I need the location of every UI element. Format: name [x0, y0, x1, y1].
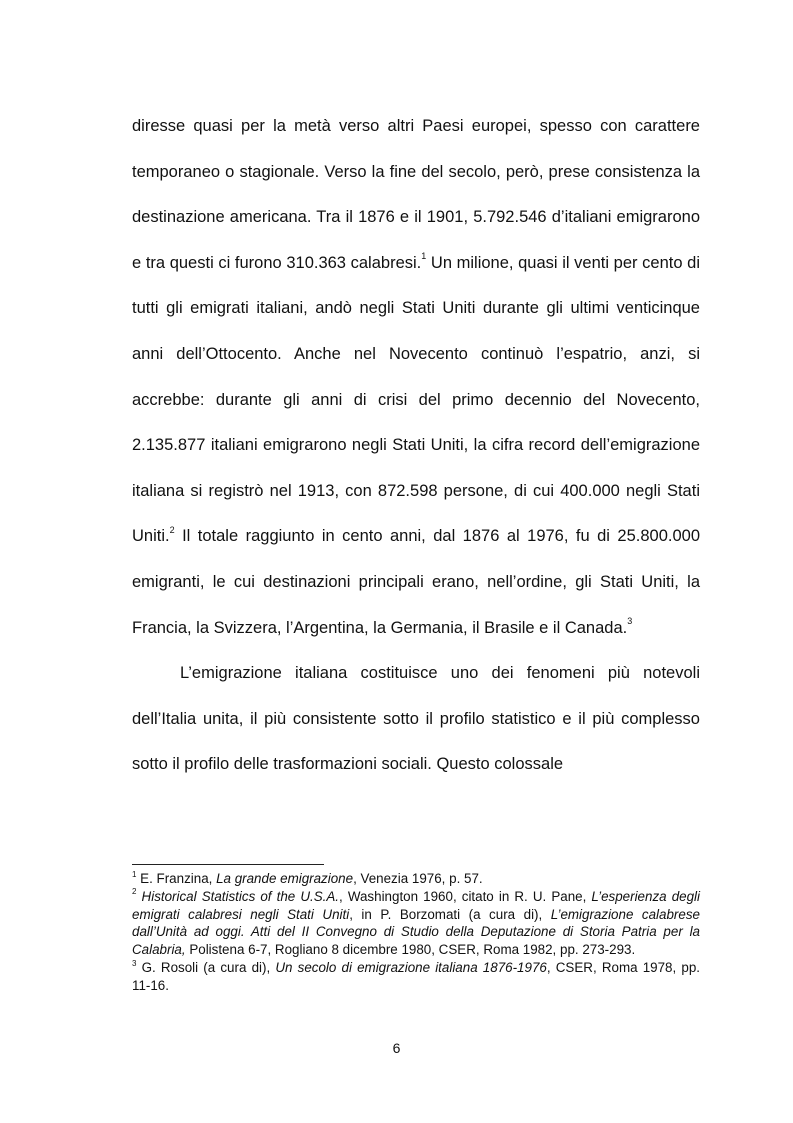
footnote-title: L’emigrazione calabrese dall’Unità ad oggi. Atti del II Convegno di Studio della Deputazione di Storia Patria per la Calabria,	[132, 906, 700, 958]
footnote-title: Historical Statistics of the U.S.A.	[141, 888, 340, 904]
footnote-text: , in P. Borzomati (a cura di),	[349, 906, 551, 922]
paragraph-1-part-3: Il totale raggiunto in cento anni, dal 1876 al 1976, fu di 25.800.000 emigranti, le cui destinazioni principali erano, nell’ordine, gli Stati Uniti, la Francia, la Svizzera, l’Argentina, la Germania, il Brasile e il Canada.	[132, 527, 700, 637]
footnote-title: Un secolo di emigrazione italiana 1876-1976	[275, 959, 547, 975]
footnote-2	[132, 888, 700, 959]
footnote-1	[132, 870, 700, 888]
footnote-ref-1[interactable]: 1	[421, 251, 427, 262]
paragraph-2: L’emigrazione italiana costituisce uno dei fenomeni più notevoli dell’Italia unita, il più consistente sotto il profilo statistico e il più complesso sotto il profilo delle trasformazioni sociali. Questo colossale	[132, 664, 700, 774]
footnote-text: , Venezia 1976, p. 57.	[353, 871, 483, 886]
page-number: 6	[392, 1040, 401, 1056]
paragraph-1-part-1: diresse quasi per la metà verso altri Paesi europei, spesso con carattere temporaneo o stagionale. Verso la fine del secolo, però, prese consistenza la destinazione americana. Tra il 1876 e il 1901, 5.792.546 d’italiani emigrarono e tra questi ci furono 310.363 calabresi.	[132, 117, 700, 272]
paragraph-1	[132, 104, 700, 651]
footnote-title: L’esperienza degli emigrati calabresi negli Stati Uniti	[132, 888, 700, 922]
footnotes	[132, 870, 700, 995]
footnote-title: La grande emigrazione	[216, 871, 354, 886]
footnote-separator	[132, 864, 324, 865]
footnote-ref-2[interactable]: 2	[169, 524, 175, 535]
footnote-text: , Washington 1960, citato in R. U. Pane,	[339, 888, 592, 904]
footnote-ref-3[interactable]: 3	[627, 616, 633, 627]
footnote-number: 2	[132, 887, 137, 897]
footnote-number: 1	[132, 869, 137, 879]
footnote-text: , CSER, Roma 1978, pp. 11-16.	[132, 959, 701, 993]
footnote-text: G. Rosoli (a cura di),	[136, 959, 276, 975]
paragraph-1-part-2: Un milione, quasi il venti per cento di tutti gli emigrati italiani, andò negli Stati Uniti durante gli ultimi venticinque anni dell’Ottocento. Anche nel Novecento continuò l’espatrio, anzi, si accrebbe: durante gli anni di crisi del primo decennio del Novecento, 2.135.877 italiani emigrarono negli Stati Uniti, la cifra record dell’emigrazione italiana si registrò nel 1913, con 872.598 persone, di cui 400.000 negli Stati Uniti.	[132, 253, 700, 546]
footnote-text: Polistena 6-7, Rogliano 8 dicembre 1980, CSER, Roma 1982, pp. 273-293.	[185, 942, 636, 958]
footnote-text: E. Franzina,	[136, 871, 217, 886]
footnote-number: 3	[132, 958, 137, 968]
footnote-3	[132, 959, 700, 995]
body-text	[132, 104, 700, 788]
